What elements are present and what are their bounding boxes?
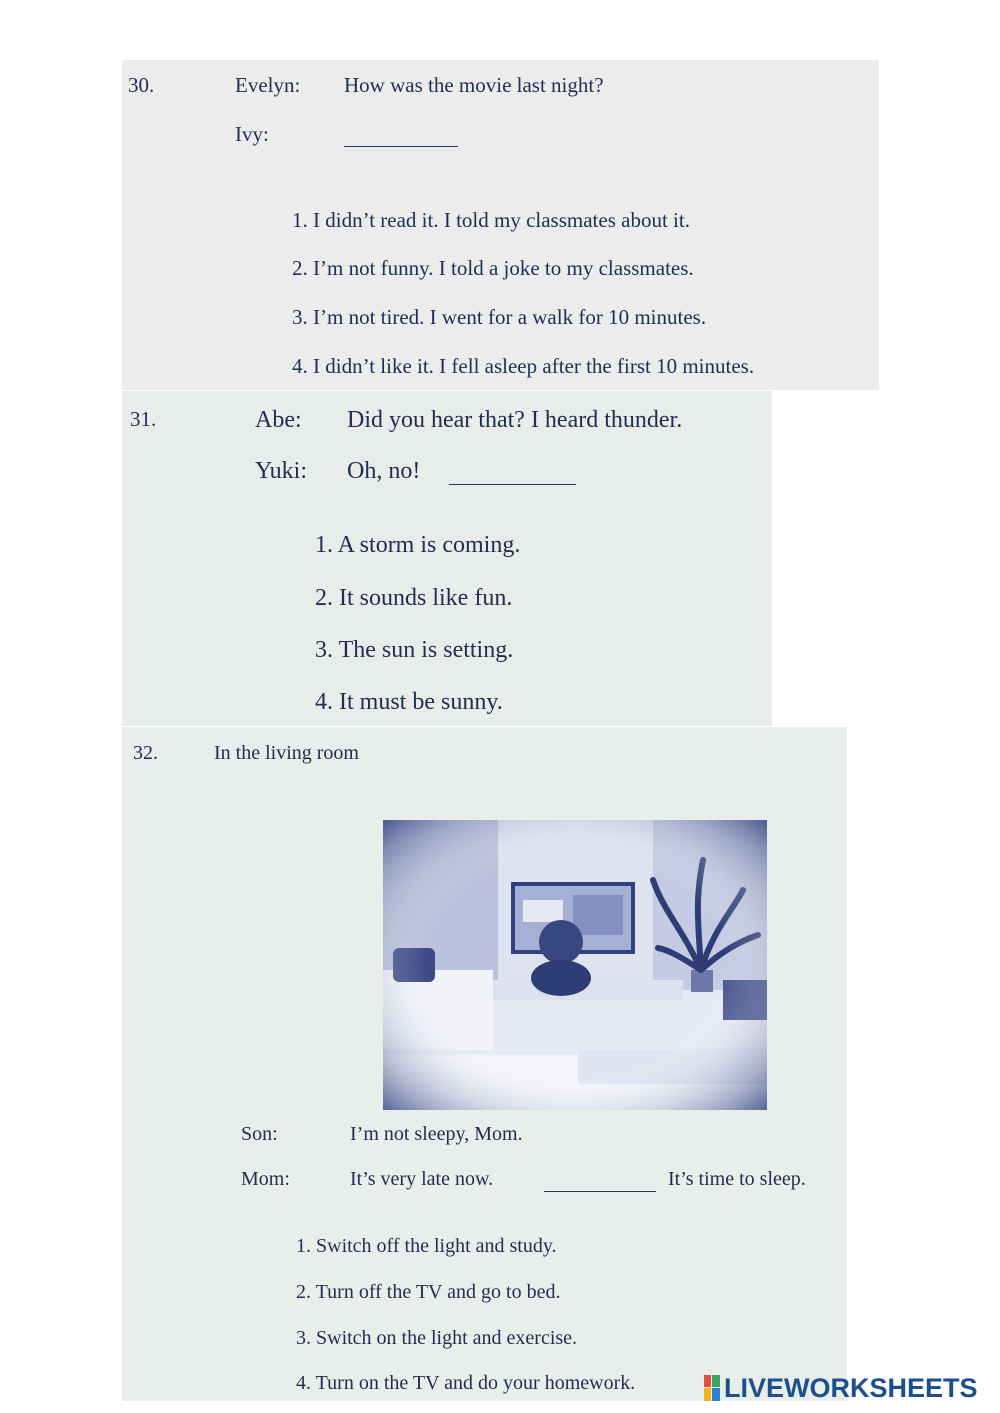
dialogue-line: Oh, no! [347, 458, 421, 484]
dialogue-line: How was the movie last night? [344, 73, 604, 97]
option-2[interactable]: 2. It sounds like fun. [315, 585, 513, 611]
question-30-panel [122, 60, 879, 390]
setting-label: In the living room [214, 742, 359, 764]
speaker-mom: Mom: [241, 1168, 290, 1190]
question-number: 30. [128, 73, 155, 97]
option-1[interactable]: 1. Switch off the light and study. [296, 1235, 557, 1257]
option-3[interactable]: 3. The sun is setting. [315, 637, 514, 663]
live-badge-icon [704, 1375, 720, 1401]
option-4[interactable]: 4. I didn’t like it. I fell asleep after the first 10 minutes. [292, 354, 755, 378]
logo-text: LIVEWORKSHEETS [724, 1372, 978, 1403]
speaker-evelyn: Evelyn: [235, 73, 301, 97]
option-2[interactable]: 2. I’m not funny. I told a joke to my classmates. [292, 256, 694, 280]
speaker-abe: Abe: [255, 407, 302, 433]
option-2[interactable]: 2. Turn off the TV and go to bed. [296, 1281, 561, 1303]
question-32-panel [122, 727, 847, 1401]
living-room-photo [383, 820, 767, 1110]
dialogue-line: It’s time to sleep. [668, 1168, 806, 1190]
answer-blank[interactable] [449, 484, 576, 485]
answer-blank[interactable] [544, 1191, 656, 1192]
option-1[interactable]: 1. I didn’t read it. I told my classmates about it. [292, 208, 690, 232]
dialogue-line: I’m not sleepy, Mom. [350, 1123, 523, 1145]
speaker-ivy: Ivy: [235, 122, 269, 146]
photo-illustration [383, 820, 767, 1110]
question-31-panel [122, 391, 772, 726]
option-4[interactable]: 4. It must be sunny. [315, 689, 503, 715]
option-1[interactable]: 1. A storm is coming. [315, 532, 521, 558]
speaker-son: Son: [241, 1123, 278, 1145]
answer-blank[interactable] [344, 146, 458, 147]
option-3[interactable]: 3. I’m not tired. I went for a walk for 10 minutes. [292, 305, 707, 329]
option-3[interactable]: 3. Switch on the light and exercise. [296, 1327, 578, 1349]
dialogue-line: It’s very late now. [350, 1168, 494, 1190]
speaker-yuki: Yuki: [255, 458, 308, 484]
option-4[interactable]: 4. Turn on the TV and do your homework. [296, 1372, 636, 1394]
question-number: 32. [133, 742, 158, 764]
question-number: 31. [130, 407, 157, 431]
dialogue-line: Did you hear that? I heard thunder. [347, 407, 683, 433]
liveworksheets-logo [704, 1372, 978, 1404]
